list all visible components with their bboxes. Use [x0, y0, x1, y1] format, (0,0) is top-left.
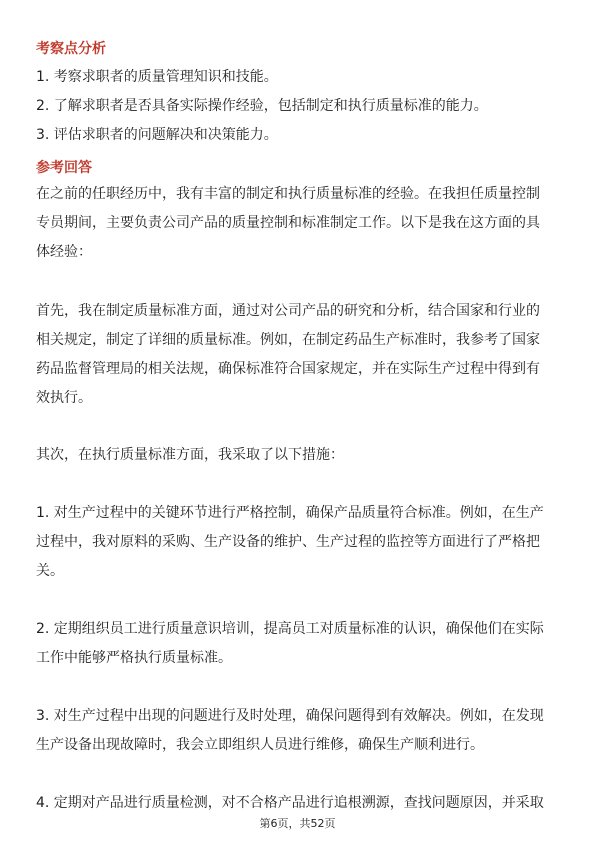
first-para-line-4: 效执行。 [36, 390, 92, 406]
section-heading-answer: 参考回答 [36, 160, 92, 176]
measure-2-line-1: 2. 定期组织员工进行质量意识培训，提高员工对质量标准的认识，确保他们在实际 [36, 621, 544, 637]
first-para-line-1: 首先，我在制定质量标准方面，通过对公司产品的研究和分析，结合国家和行业的 [36, 303, 540, 319]
measure-4-line-1: 4. 定期对产品进行质量检测，对不合格产品进行追根溯源，查找问题原因，并采取 [36, 795, 544, 811]
measure-3-line-1: 3. 对生产过程中出现的问题进行及时处理，确保问题得到有效解决。例如，在发现 [36, 708, 544, 724]
measure-2-line-2: 工作中能够严格执行质量标准。 [36, 650, 232, 666]
second-para-line-1: 其次，在执行质量标准方面，我采取了以下措施： [36, 447, 344, 463]
intro-line-1: 在之前的任职经历中，我有丰富的制定和执行质量标准的经验。在我担任质量控制 [36, 186, 540, 202]
measure-1-line-3: 关。 [36, 563, 64, 579]
analysis-item-1: 1. 考察求职者的质量管理知识和技能。 [36, 69, 278, 85]
analysis-item-2: 2. 了解求职者是否具备实际操作经验，包括制定和执行质量标准的能力。 [36, 98, 488, 114]
analysis-item-3: 3. 评估求职者的问题解决和决策能力。 [36, 127, 278, 143]
section-heading-analysis: 考察点分析 [36, 41, 106, 57]
measure-1-line-2: 过程中，我对原料的采购、生产设备的维护、生产过程的监控等方面进行了严格把 [36, 534, 540, 550]
intro-line-2: 专员期间，主要负责公司产品的质量控制和标准制定工作。以下是我在这方面的具 [36, 215, 540, 231]
first-para-line-2: 相关规定，制定了详细的质量标准。例如，在制定药品生产标准时，我参考了国家 [36, 332, 540, 348]
intro-line-3: 体经验： [36, 244, 92, 260]
measure-3-line-2: 生产设备出现故障时，我会立即组织人员进行维修，确保生产顺利进行。 [36, 737, 484, 753]
measure-1-line-1: 1. 对生产过程中的关键环节进行严格控制，确保产品质量符合标准。例如，在生产 [36, 505, 544, 521]
page-number-footer: 第6页，共52页 [259, 817, 336, 830]
first-para-line-3: 药品监督管理局的相关法规，确保标准符合国家规定，并在实际生产过程中得到有 [36, 361, 540, 377]
